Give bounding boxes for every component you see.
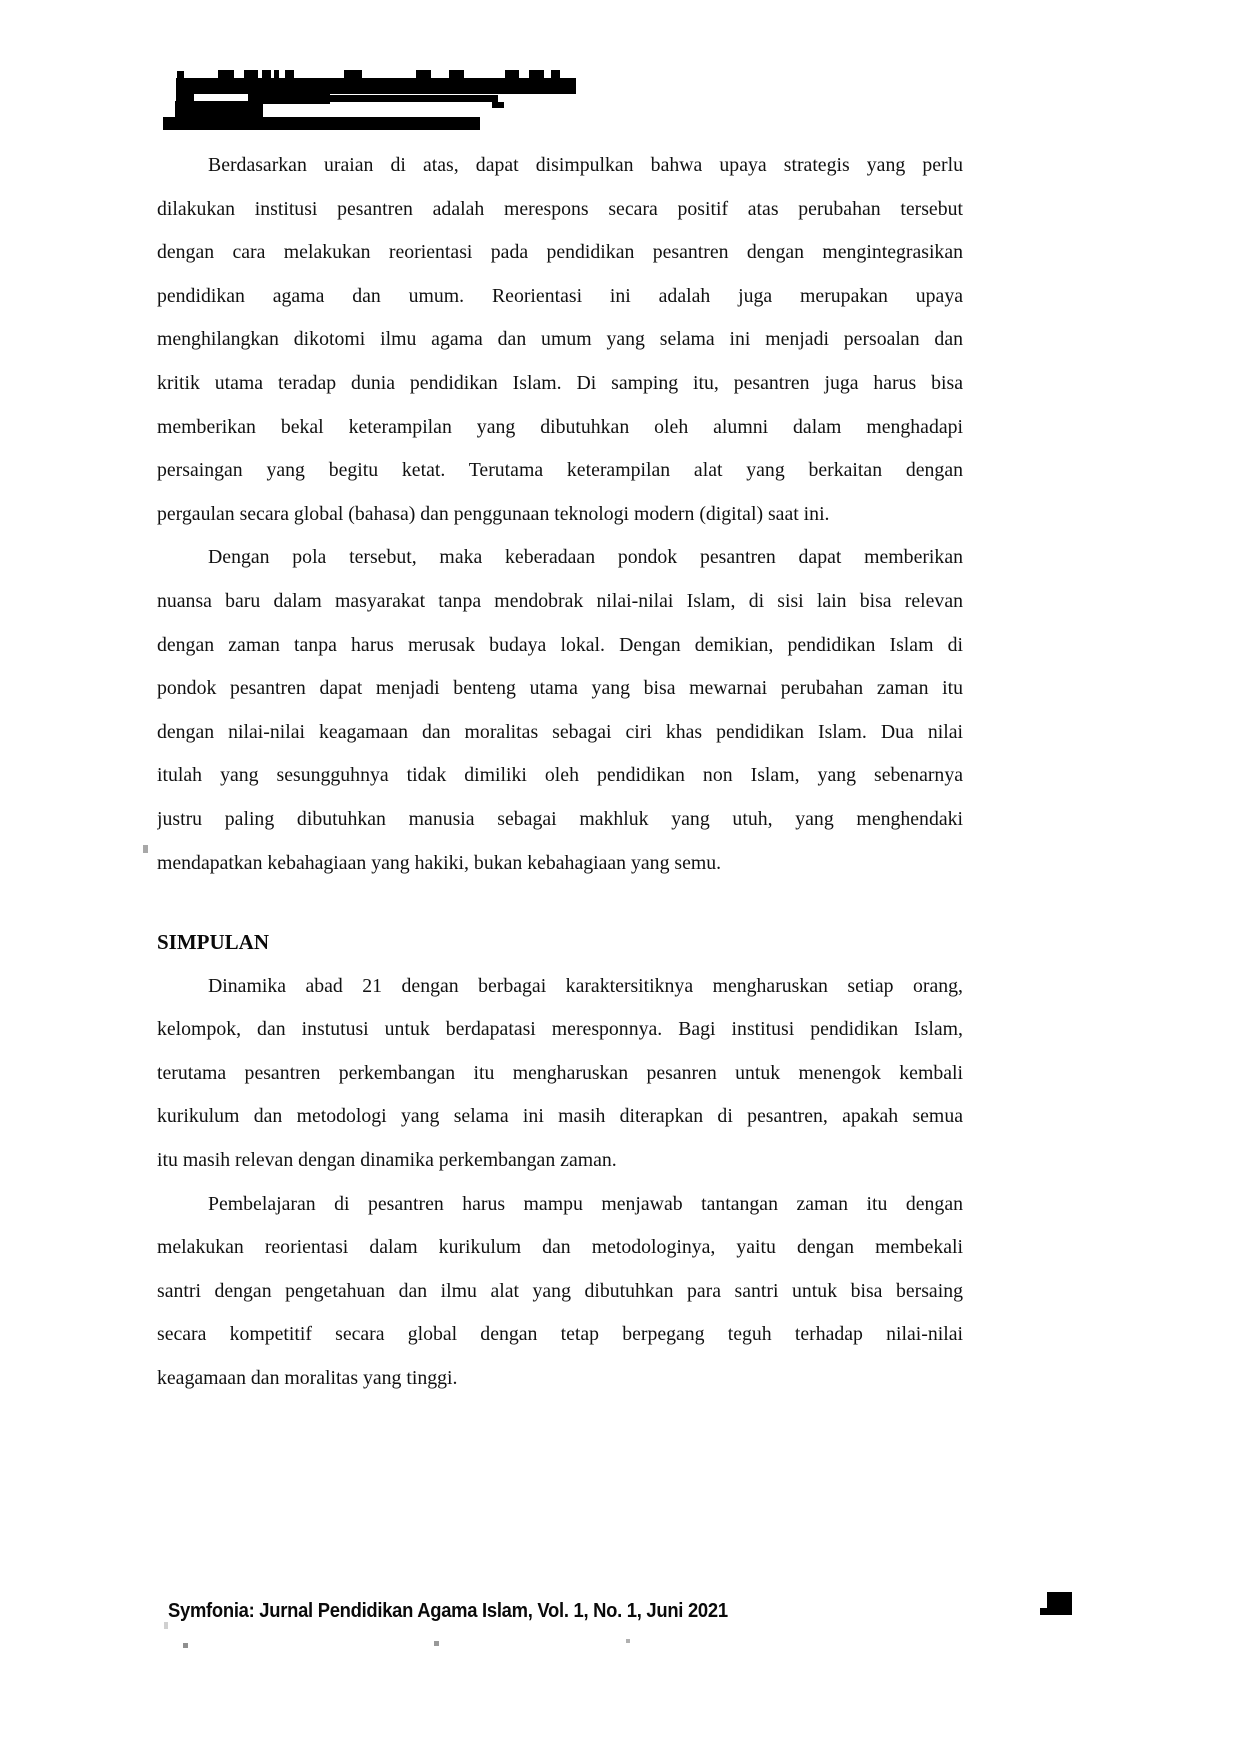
text-line: pergaulan secara global (bahasa) dan penggunaan teknologi modern (digital) saat ini. [157, 502, 830, 525]
redaction-block [492, 102, 504, 108]
redaction-block [505, 70, 519, 79]
redaction-block [330, 95, 498, 102]
text-line: Pembelajaran di pesantren harus mampu menjawab tantangan zaman itu dengan [208, 1192, 963, 1215]
text-line: persaingan yang begitu ketat. Terutama keterampilan alat yang berkaitan dengan [157, 459, 963, 482]
text-line: Berdasarkan uraian di atas, dapat disimpulkan bahwa upaya strategis yang perlu [208, 154, 963, 176]
text-line: nuansa baru dalam masyarakat tanpa mendobrak nilai-nilai Islam, di sisi lain bisa relevan [157, 589, 963, 612]
redacted-page-number [1047, 1592, 1072, 1615]
scan-artifact [183, 1643, 188, 1648]
scan-artifact [164, 1622, 168, 1629]
redaction-block [529, 70, 544, 79]
redaction-block [416, 70, 431, 79]
redaction-block [262, 70, 271, 79]
scan-artifact [143, 845, 148, 853]
redaction-block [176, 78, 576, 94]
paragraph-2 [157, 536, 963, 885]
article-body [157, 144, 963, 1401]
redaction-block [218, 70, 234, 79]
redaction-block [244, 70, 258, 79]
text-line: pendidikan agama dan umum. Reorientasi ini adalah juga merupakan upaya [157, 284, 963, 307]
text-line: Dengan pola tersebut, maka keberadaan pondok pesantren dapat memberikan [208, 546, 963, 569]
text-line: menghilangkan dikotomi ilmu agama dan umum yang selama ini menjadi persoalan dan [157, 328, 963, 351]
redaction-block [449, 70, 464, 79]
text-line: dengan cara melakukan reorientasi pada pendidikan pesantren dengan mengintegrasikan [157, 241, 963, 264]
text-line: terutama pesantren perkembangan itu mengharuskan pesanren untuk menengok kembali [157, 1061, 963, 1084]
paragraph-3 [157, 965, 963, 1183]
text-line: secara kompetitif secara global dengan tetap berpegang teguh terhadap nilai-nilai [157, 1323, 963, 1346]
redaction-block [285, 70, 294, 79]
text-line: itu masih relevan dengan dinamika perkembangan zaman. [157, 1149, 617, 1172]
text-line: melakukan reorientasi dalam kurikulum dan metodologinya, yaitu dengan membekali [157, 1236, 963, 1259]
text-line: dengan zaman tanpa harus merusak budaya lokal. Dengan demikian, pendidikan Islam di [157, 633, 963, 656]
redacted-header [0, 0, 1241, 140]
redaction-block [175, 101, 263, 118]
text-line: memberikan bekal keterampilan yang dibutuhkan oleh alumni dalam menghadapi [157, 415, 963, 438]
scan-artifact [626, 1639, 630, 1643]
text-line: kritik utama teradap dunia pendidikan Islam. Di samping itu, pesantren juga harus bisa [157, 371, 963, 394]
text-line: dengan nilai-nilai keagamaan dan moralitas sebagai ciri khas pendidikan Islam. Dua nilai [157, 720, 963, 743]
redaction-block [163, 117, 480, 130]
scan-artifact [434, 1641, 439, 1646]
redaction-block [344, 70, 362, 79]
text-line: pondok pesantren dapat menjadi benteng utama yang bisa mewarnai perubahan zaman itu [157, 677, 963, 700]
text-line: santri dengan pengetahuan dan ilmu alat yang dibutuhkan para santri untuk bisa bersaing [157, 1279, 963, 1302]
text-line: dilakukan institusi pesantren adalah merespons secara positif atas perubahan tersebut [157, 197, 963, 220]
journal-footer-text: Symfonia: Jurnal Pendidikan Agama Islam, Vol. 1, No. 1, Juni 2021 [168, 1600, 728, 1622]
paragraph-4 [157, 1183, 963, 1401]
redaction-block [274, 70, 279, 79]
text-line: kelompok, dan instutusi untuk berdapatasi meresponnya. Bagi institusi pendidikan Islam, [157, 1018, 963, 1041]
redacted-page-number-notch [1040, 1608, 1048, 1615]
text-line: keagamaan dan moralitas yang tinggi. [157, 1367, 458, 1390]
section-heading-simpulan: SIMPULAN [157, 930, 270, 955]
redaction-block [551, 70, 560, 79]
paragraph-1 [157, 144, 963, 536]
text-line: Dinamika abad 21 dengan berbagai karaktersitiknya mengharuskan setiap orang, [208, 974, 963, 997]
text-line: justru paling dibutuhkan manusia sebagai makhluk yang utuh, yang menghendaki [157, 807, 963, 830]
text-line: itulah yang sesungguhnya tidak dimiliki oleh pendidikan non Islam, yang sebenarnya [157, 764, 963, 787]
text-line: mendapatkan kebahagiaan yang hakiki, bukan kebahagiaan yang semu. [157, 851, 722, 874]
text-line: kurikulum dan metodologi yang selama ini masih diterapkan di pesantren, apakah semua [157, 1105, 963, 1128]
